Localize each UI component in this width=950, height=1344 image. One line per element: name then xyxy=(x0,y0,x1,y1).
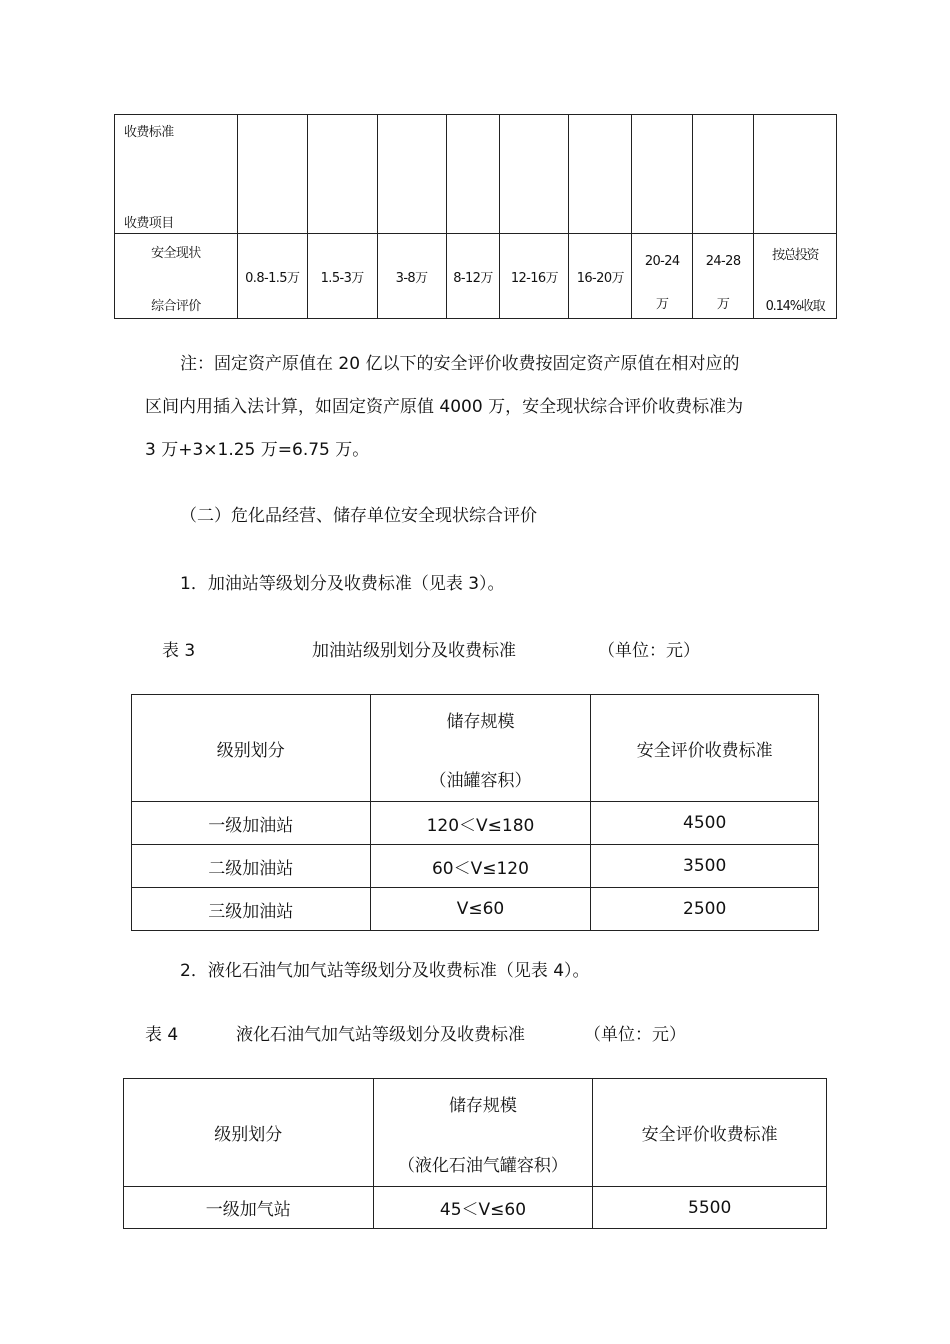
header-fee: 安全评价收费标准 xyxy=(593,1079,827,1187)
fee-rate: 0.14%收取 xyxy=(765,299,825,314)
table4-label: 表 4 xyxy=(145,1025,179,1045)
note-line-2: 区间内用插入法计算，如固定资产原值 4000 万，安全现状综合评价收费标准为 xyxy=(145,397,744,417)
fee-cell xyxy=(569,234,632,319)
fee-cell xyxy=(500,234,569,319)
header-grade: 级别划分 xyxy=(132,695,371,802)
section-title: （二）危化品经营、储存单位安全现状综合评价 xyxy=(180,506,537,526)
grade-cell: 一级加气站 xyxy=(124,1187,374,1229)
empty-cell xyxy=(569,115,632,234)
header-scale-bottom: （液化石油气罐容积） xyxy=(397,1156,568,1176)
header-scale xyxy=(373,1079,593,1187)
table3-title: 加油站级别划分及收费标准 xyxy=(312,641,516,661)
fee-cell xyxy=(754,234,837,319)
fee-cell xyxy=(307,234,377,319)
empty-cell xyxy=(377,115,446,234)
empty-cell xyxy=(237,115,307,234)
table-row xyxy=(124,1187,827,1229)
header-fee-item: 收费项目 xyxy=(124,216,174,231)
header-scale-top: 储存规模 xyxy=(448,1096,517,1116)
grade-cell: 三级加油站 xyxy=(132,888,371,931)
grade-cell: 二级加油站 xyxy=(132,845,371,888)
fee-range: 1.5-3万 xyxy=(320,270,364,286)
scale-cell: 120＜V≤180 xyxy=(370,802,591,845)
table4-unit: （单位：元） xyxy=(584,1025,686,1045)
empty-cell xyxy=(307,115,377,234)
fee-unit: 万 xyxy=(716,297,730,312)
table-row xyxy=(132,888,819,931)
fee-range: 16-20万 xyxy=(576,270,624,286)
note-line-1: 注：固定资产原值在 20 亿以下的安全评价收费按固定资产原值在相对应的 xyxy=(180,354,740,374)
fee-range: 0.8-1.5万 xyxy=(245,270,300,286)
note-line-3: 3 万+3×1.25 万=6.75 万。 xyxy=(145,440,370,460)
gas-station-table xyxy=(131,694,819,931)
fee-range: 3-8万 xyxy=(395,270,428,286)
header-scale-bottom: （油罐容积） xyxy=(429,771,532,791)
fee-cell: 2500 xyxy=(591,888,819,931)
fee-standard-table xyxy=(114,114,837,319)
header-fee: 安全评价收费标准 xyxy=(591,695,819,802)
grade-cell: 一级加油站 xyxy=(132,802,371,845)
scale-cell: 60＜V≤120 xyxy=(370,845,591,888)
fee-unit: 万 xyxy=(656,297,669,312)
scale-cell: 45＜V≤60 xyxy=(373,1187,593,1229)
table-row xyxy=(132,802,819,845)
scale-cell: V≤60 xyxy=(370,888,591,931)
table-row xyxy=(132,845,819,888)
item-2: 2．液化石油气加气站等级划分及收费标准（见表 4）。 xyxy=(180,961,590,981)
fee-cell xyxy=(237,234,307,319)
diagonal-header-cell xyxy=(115,115,238,234)
fee-cell: 3500 xyxy=(591,845,819,888)
header-fee-standard: 收费标准 xyxy=(124,125,174,140)
empty-cell xyxy=(446,115,500,234)
table3-unit: （单位：元） xyxy=(598,641,700,661)
item-1: 1．加油站等级划分及收费标准（见表 3）。 xyxy=(180,574,505,594)
fee-cell xyxy=(632,234,693,319)
fee-cell xyxy=(693,234,754,319)
fee-cell xyxy=(446,234,500,319)
empty-cell xyxy=(632,115,693,234)
fee-range: 20-24 xyxy=(644,254,680,269)
header-scale-top: 储存规模 xyxy=(446,712,515,732)
fee-range: 24-28 xyxy=(705,254,741,269)
fee-rule: 按总投资 xyxy=(772,248,819,263)
fee-cell: 4500 xyxy=(591,802,819,845)
empty-cell xyxy=(754,115,837,234)
header-scale xyxy=(370,695,591,802)
fee-cell xyxy=(377,234,446,319)
row-label-cell xyxy=(115,234,238,319)
empty-cell xyxy=(693,115,754,234)
row-label-top: 安全现状 xyxy=(151,246,201,261)
table3-label: 表 3 xyxy=(162,641,196,661)
lpg-station-table xyxy=(123,1078,827,1229)
fee-cell: 5500 xyxy=(593,1187,827,1229)
table4-title: 液化石油气加气站等级划分及收费标准 xyxy=(236,1025,525,1045)
empty-cell xyxy=(500,115,569,234)
header-grade: 级别划分 xyxy=(124,1079,374,1187)
fee-range: 12-16万 xyxy=(510,270,558,286)
fee-range: 8-12万 xyxy=(453,270,493,286)
row-label-bottom: 综合评价 xyxy=(151,299,201,314)
